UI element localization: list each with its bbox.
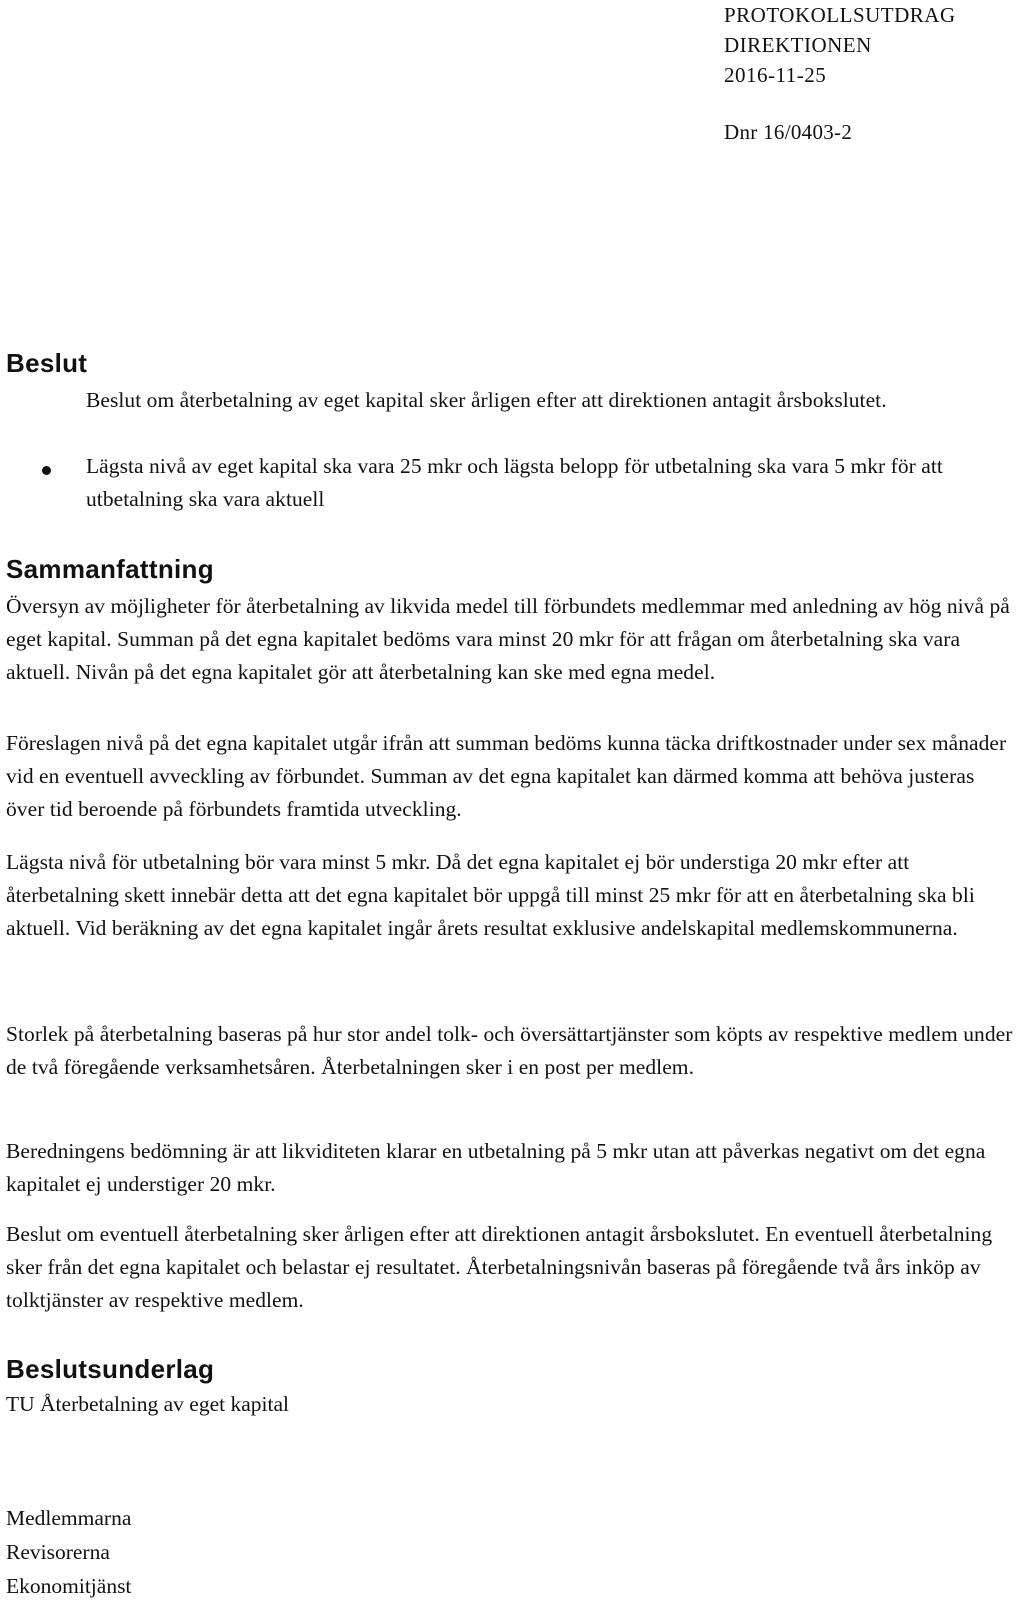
beslut-heading: Beslut bbox=[6, 348, 88, 378]
sammanfattning-paragraph-6: Beslut om eventuell återbetalning sker årligen efter att direktionen antagit årsbokslutet. En eventuell återbetalning sker från det egna kapitalet och belastar ej resultatet. Återbetalningsnivån baseras på föregående två års inköp av tolktjänster av respektive medlem. bbox=[6, 1222, 993, 1312]
recipient-revisorerna: Revisorerna bbox=[6, 1540, 110, 1564]
sammanfattning-paragraph-3: Lägsta nivå för utbetalning bör vara minst 5 mkr. Då det egna kapitalet ej bör understiga 20 mkr efter att återbetalning skett innebär detta att det egna kapitalet bör uppgå till minst 25 mkr för att en återbetalning ska bli aktuell. Vid beräkning av det egna kapitalet ingår årets resultat exklusive andelskapital medlemskommunerna. bbox=[6, 850, 975, 940]
sammanfattning-paragraph-5: Beredningens bedömning är att likviditeten klarar en utbetalning på 5 mkr utan att påverkas negativt om det egna kapitalet ej understiger 20 mkr. bbox=[6, 1139, 986, 1196]
sammanfattning-paragraph-2: Föreslagen nivå på det egna kapitalet utgår ifrån att summan bedöms kunna täcka driftkostnader under sex månader vid en eventuell avveckling av förbundet. Summan av det egna kapitalet kan därmed komma att behöva justeras över tid beroende på förbundets framtida utveckling. bbox=[6, 731, 1007, 821]
recipient-ekonomitjanst: Ekonomitjänst bbox=[6, 1574, 132, 1598]
sammanfattning-paragraph-1: Översyn av möjligheter för återbetalning av likvida medel till förbundets medlemmar med anledning av hög nivå på eget kapital. Summan på det egna kapitalet bedöms vara minst 20 mkr för att frågan om återbetalning ska vara aktuell. Nivån på det egna kapitalet gör att återbetalning kan ske med egna medel. bbox=[6, 594, 1010, 684]
issuing-body: DIREKTIONEN bbox=[724, 33, 872, 57]
sammanfattning-paragraph-4: Storlek på återbetalning baseras på hur stor andel tolk- och översättartjänster som köpts av respektive medlem under de två föregående verksamhetsåren. Återbetalningen sker i en post per medlem. bbox=[6, 1022, 1013, 1079]
sammanfattning-heading: Sammanfattning bbox=[6, 554, 214, 584]
beslutsunderlag-heading: Beslutsunderlag bbox=[6, 1354, 215, 1384]
document-header bbox=[724, 0, 956, 90]
beslut-item-1: Beslut om återbetalning av eget kapital sker årligen efter att direktionen antagit årsbokslutet. bbox=[86, 388, 887, 412]
document-date: 2016-11-25 bbox=[724, 63, 827, 87]
recipient-medlemmarna: Medlemmarna bbox=[6, 1506, 132, 1530]
beslut-item-2: Lägsta nivå av eget kapital ska vara 25 mkr och lägsta belopp för utbetalning ska vara 5 mkr för att utbetalning ska vara aktuell bbox=[86, 454, 943, 511]
document-type: PROTOKOLLSUTDRAG bbox=[724, 3, 956, 27]
bullet-icon bbox=[42, 466, 51, 475]
registration-number: Dnr 16/0403-2 bbox=[724, 120, 853, 144]
beslutsunderlag-item: TU Återbetalning av eget kapital bbox=[6, 1392, 289, 1416]
